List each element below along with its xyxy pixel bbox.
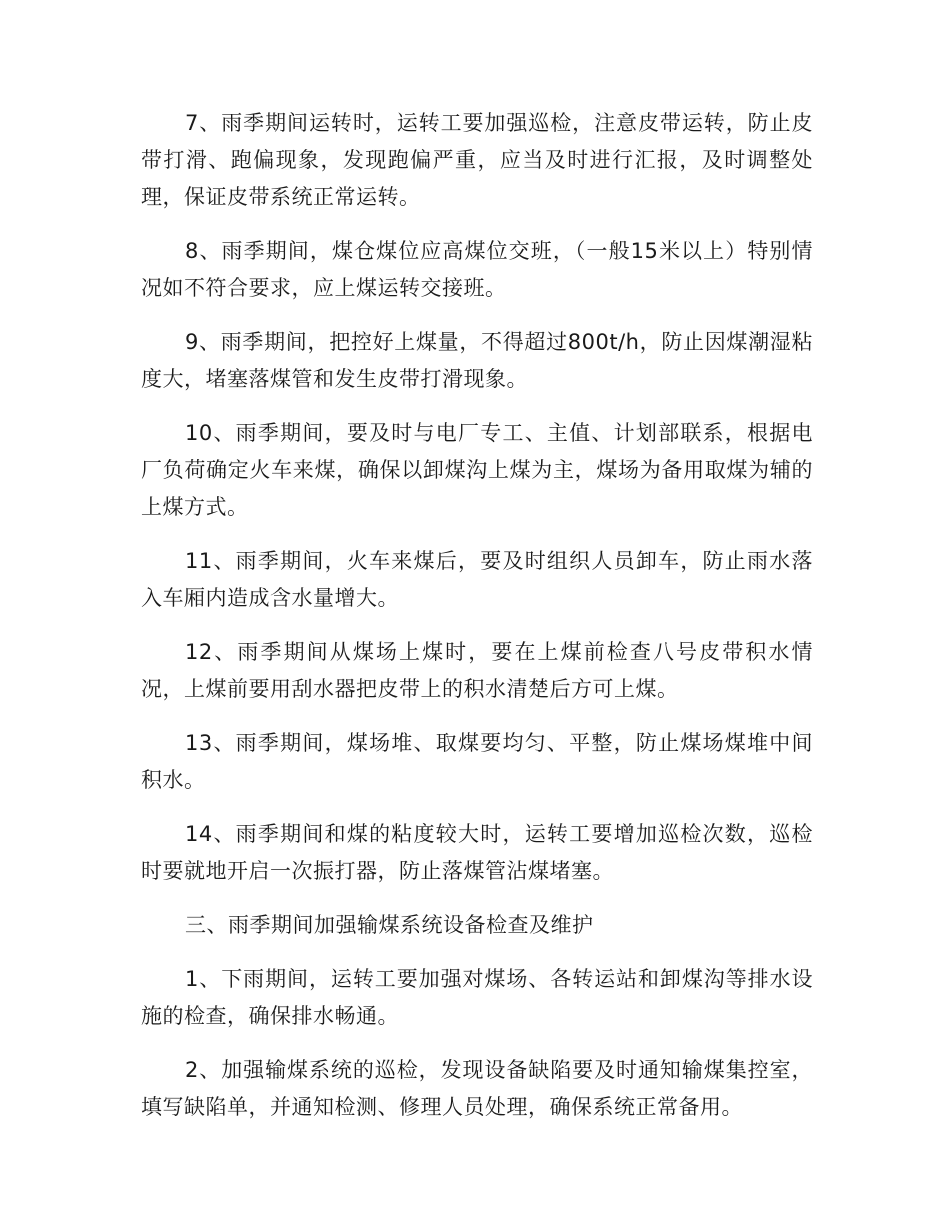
paragraph-item-9: 9、雨季期间，把控好上煤量，不得超过800t/h，防止因煤潮湿粘度大，堵塞落煤管和发生皮带打滑现象。 xyxy=(141,330,813,391)
paragraph-item-11: 11、雨季期间，火车来煤后，要及时组织人员卸车，防止雨水落入车厢内造成含水量增大。 xyxy=(141,549,813,610)
section-heading-three: 三、雨季期间加强输煤系统设备检查及维护 xyxy=(185,913,594,937)
paragraph-item-12: 12、雨季期间从煤场上煤时，要在上煤前检查八号皮带积水情况，上煤前要用刮水器把皮带上的积水清楚后方可上煤。 xyxy=(141,640,813,701)
paragraph-item-13: 13、雨季期间，煤场堆、取煤要均匀、平整，防止煤场煤堆中间积水。 xyxy=(141,731,813,792)
paragraph-item-2: 2、加强输煤系统的巡检，发现设备缺陷要及时通知输煤集控室，填写缺陷单，并通知检测、修理人员处理，确保系统正常备用。 xyxy=(141,1058,813,1119)
paragraph-item-1: 1、下雨期间，运转工要加强对煤场、各转运站和卸煤沟等排水设施的检查，确保排水畅通。 xyxy=(141,967,813,1028)
document-page xyxy=(141,105,813,1143)
paragraph-item-8: 8、雨季期间，煤仓煤位应高煤位交班，（一般15米以上）特别情况如不符合要求，应上煤运转交接班。 xyxy=(141,239,813,300)
paragraph-item-7: 7、雨季期间运转时，运转工要加强巡检，注意皮带运转，防止皮带打滑、跑偏现象，发现跑偏严重，应当及时进行汇报，及时调整处理，保证皮带系统正常运转。 xyxy=(141,111,813,209)
paragraph-item-10: 10、雨季期间，要及时与电厂专工、主值、计划部联系，根据电厂负荷确定火车来煤，确保以卸煤沟上煤为主，煤场为备用取煤为辅的上煤方式。 xyxy=(141,421,813,519)
paragraph-item-14: 14、雨季期间和煤的粘度较大时，运转工要增加巡检次数，巡检时要就地开启一次振打器，防止落煤管沾煤堵塞。 xyxy=(141,822,813,883)
